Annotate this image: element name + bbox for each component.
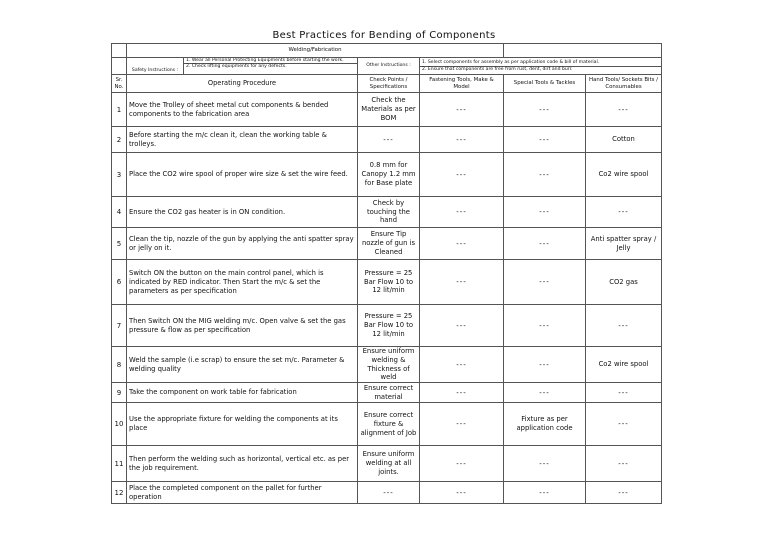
procedure-cell: Move the Trolley of sheet metal cut components & bended components to the fabrication area <box>127 93 358 127</box>
col-hand-header: Hand Tools/ Sockets Bits / Consumables <box>586 75 662 93</box>
hand-tools-cell: --- <box>586 482 662 504</box>
hand-tools-cell: --- <box>586 93 662 127</box>
other-instructions-cell <box>420 58 662 75</box>
fastening-tools-cell: --- <box>420 347 504 383</box>
other-item-2: 2. Ensure that components are free from rust, dent, dirt and burr. <box>422 66 573 72</box>
special-tools-cell: --- <box>504 228 586 260</box>
check-points-cell: Pressure = 25 Bar Flow 10 to 12 lit/min <box>358 305 420 347</box>
procedure-cell: Take the component on work table for fabrication <box>127 383 358 403</box>
special-tools-cell: --- <box>504 197 586 228</box>
row-number: 7 <box>112 305 127 347</box>
col-procedure-header: Operating Procedure <box>127 75 358 93</box>
safety-item-1: 1. Wear all Personal Protecting Equipments before starting the work. <box>184 58 357 64</box>
fastening-tools-cell: --- <box>420 403 504 446</box>
col-fastening-header: Fastening Tools, Make & Model <box>420 75 504 93</box>
hand-tools-cell: --- <box>586 446 662 482</box>
table-row <box>112 93 662 127</box>
procedure-cell: Place the CO2 wire spool of proper wire size & set the wire feed. <box>127 153 358 197</box>
procedure-cell: Switch ON the button on the main control panel, which is indicated by RED indicator. Then Start the m/c & set the parameters as per specification <box>127 260 358 305</box>
section-title: Welding/Fabrication <box>127 44 504 58</box>
blank-cell <box>112 58 127 75</box>
check-points-cell: Check by touching the hand <box>358 197 420 228</box>
column-header-row <box>112 75 662 93</box>
procedure-cell: Then Switch ON the MIG welding m/c. Open valve & set the gas pressure & flow as per specification <box>127 305 358 347</box>
hand-tools-cell: --- <box>586 305 662 347</box>
table-row <box>112 197 662 228</box>
other-label: Other Instructions : <box>358 58 420 75</box>
check-points-cell: Pressure = 25 Bar Flow 10 to 12 lit/min <box>358 260 420 305</box>
row-number: 3 <box>112 153 127 197</box>
table-row <box>112 403 662 446</box>
check-points-cell: --- <box>358 482 420 504</box>
fastening-tools-cell: --- <box>420 305 504 347</box>
row-number: 4 <box>112 197 127 228</box>
procedure-cell: Then perform the welding such as horizontal, vertical etc. as per the job requirement. <box>127 446 358 482</box>
hand-tools-cell: Anti spatter spray / Jelly <box>586 228 662 260</box>
table-row <box>112 127 662 153</box>
hand-tools-cell: Cotton <box>586 127 662 153</box>
procedure-cell: Ensure the CO2 gas heater is in ON condition. <box>127 197 358 228</box>
special-tools-cell: --- <box>504 305 586 347</box>
hand-tools-cell: Co2 wire spool <box>586 347 662 383</box>
fastening-tools-cell: --- <box>420 228 504 260</box>
hand-tools-cell: --- <box>586 197 662 228</box>
special-tools-cell: --- <box>504 446 586 482</box>
blank-cell <box>504 44 662 58</box>
row-number: 9 <box>112 383 127 403</box>
check-points-cell: --- <box>358 127 420 153</box>
table-row <box>112 305 662 347</box>
procedure-cell: Weld the sample (i.e scrap) to ensure the set m/c. Parameter & welding quality <box>127 347 358 383</box>
special-tools-cell: --- <box>504 127 586 153</box>
table-row <box>112 260 662 305</box>
instructions-row <box>112 58 662 75</box>
check-points-cell: Check the Materials as per BOM <box>358 93 420 127</box>
row-number: 10 <box>112 403 127 446</box>
special-tools-cell: --- <box>504 383 586 403</box>
row-number: 12 <box>112 482 127 504</box>
fastening-tools-cell: --- <box>420 260 504 305</box>
table-row <box>112 228 662 260</box>
special-tools-cell: --- <box>504 482 586 504</box>
blank-cell <box>112 44 127 58</box>
safety-item-2: 2. Check lifting equipments for any defects. <box>186 64 287 70</box>
col-sr-header: Sr. No. <box>112 75 127 93</box>
row-number: 11 <box>112 446 127 482</box>
special-tools-cell: --- <box>504 260 586 305</box>
col-check-header: Check Points / Specifications <box>358 75 420 93</box>
special-tools-cell: --- <box>504 347 586 383</box>
special-tools-cell: --- <box>504 93 586 127</box>
procedure-table-body <box>112 44 662 504</box>
check-points-cell: Ensure correct material <box>358 383 420 403</box>
page-title: Best Practices for Bending of Components <box>272 30 496 41</box>
row-number: 6 <box>112 260 127 305</box>
section-row <box>112 44 662 58</box>
check-points-cell: Ensure correct fixture & alignment of Job <box>358 403 420 446</box>
check-points-cell: 0.8 mm for Canopy 1.2 mm for Base plate <box>358 153 420 197</box>
other-item-1: 1. Select components for assembly as per application code & bill of material. <box>420 60 661 66</box>
fastening-tools-cell: --- <box>420 127 504 153</box>
fastening-tools-cell: --- <box>420 383 504 403</box>
table-row <box>112 153 662 197</box>
special-tools-cell: --- <box>504 153 586 197</box>
check-points-cell: Ensure uniform welding & Thickness of weld <box>358 347 420 383</box>
hand-tools-cell: CO2 gas <box>586 260 662 305</box>
fastening-tools-cell: --- <box>420 482 504 504</box>
hand-tools-cell: --- <box>586 383 662 403</box>
check-points-cell: Ensure uniform welding at all joints. <box>358 446 420 482</box>
table-row <box>112 383 662 403</box>
table-row <box>112 482 662 504</box>
row-number: 8 <box>112 347 127 383</box>
row-number: 1 <box>112 93 127 127</box>
fastening-tools-cell: --- <box>420 446 504 482</box>
procedure-cell: Use the appropriate fixture for welding the components at its place <box>127 403 358 446</box>
hand-tools-cell: Co2 wire spool <box>586 153 662 197</box>
procedure-cell: Clean the tip, nozzle of the gun by applying the anti spatter spray or jelly on it. <box>127 228 358 260</box>
procedure-cell: Place the completed component on the pallet for further operation <box>127 482 358 504</box>
procedure-table <box>111 43 662 504</box>
procedure-cell: Before starting the m/c clean it, clean the working table & trolleys. <box>127 127 358 153</box>
safety-instructions-cell <box>127 58 358 75</box>
check-points-cell: Ensure Tip nozzle of gun is Cleaned <box>358 228 420 260</box>
row-number: 5 <box>112 228 127 260</box>
fastening-tools-cell: --- <box>420 153 504 197</box>
special-tools-cell: Fixture as per application code <box>504 403 586 446</box>
safety-label: Safety Instructions : <box>131 67 179 73</box>
fastening-tools-cell: --- <box>420 93 504 127</box>
row-number: 2 <box>112 127 127 153</box>
table-row <box>112 446 662 482</box>
table-row <box>112 347 662 383</box>
fastening-tools-cell: --- <box>420 197 504 228</box>
col-special-header: Special Tools & Tackles <box>504 75 586 93</box>
hand-tools-cell: --- <box>586 403 662 446</box>
